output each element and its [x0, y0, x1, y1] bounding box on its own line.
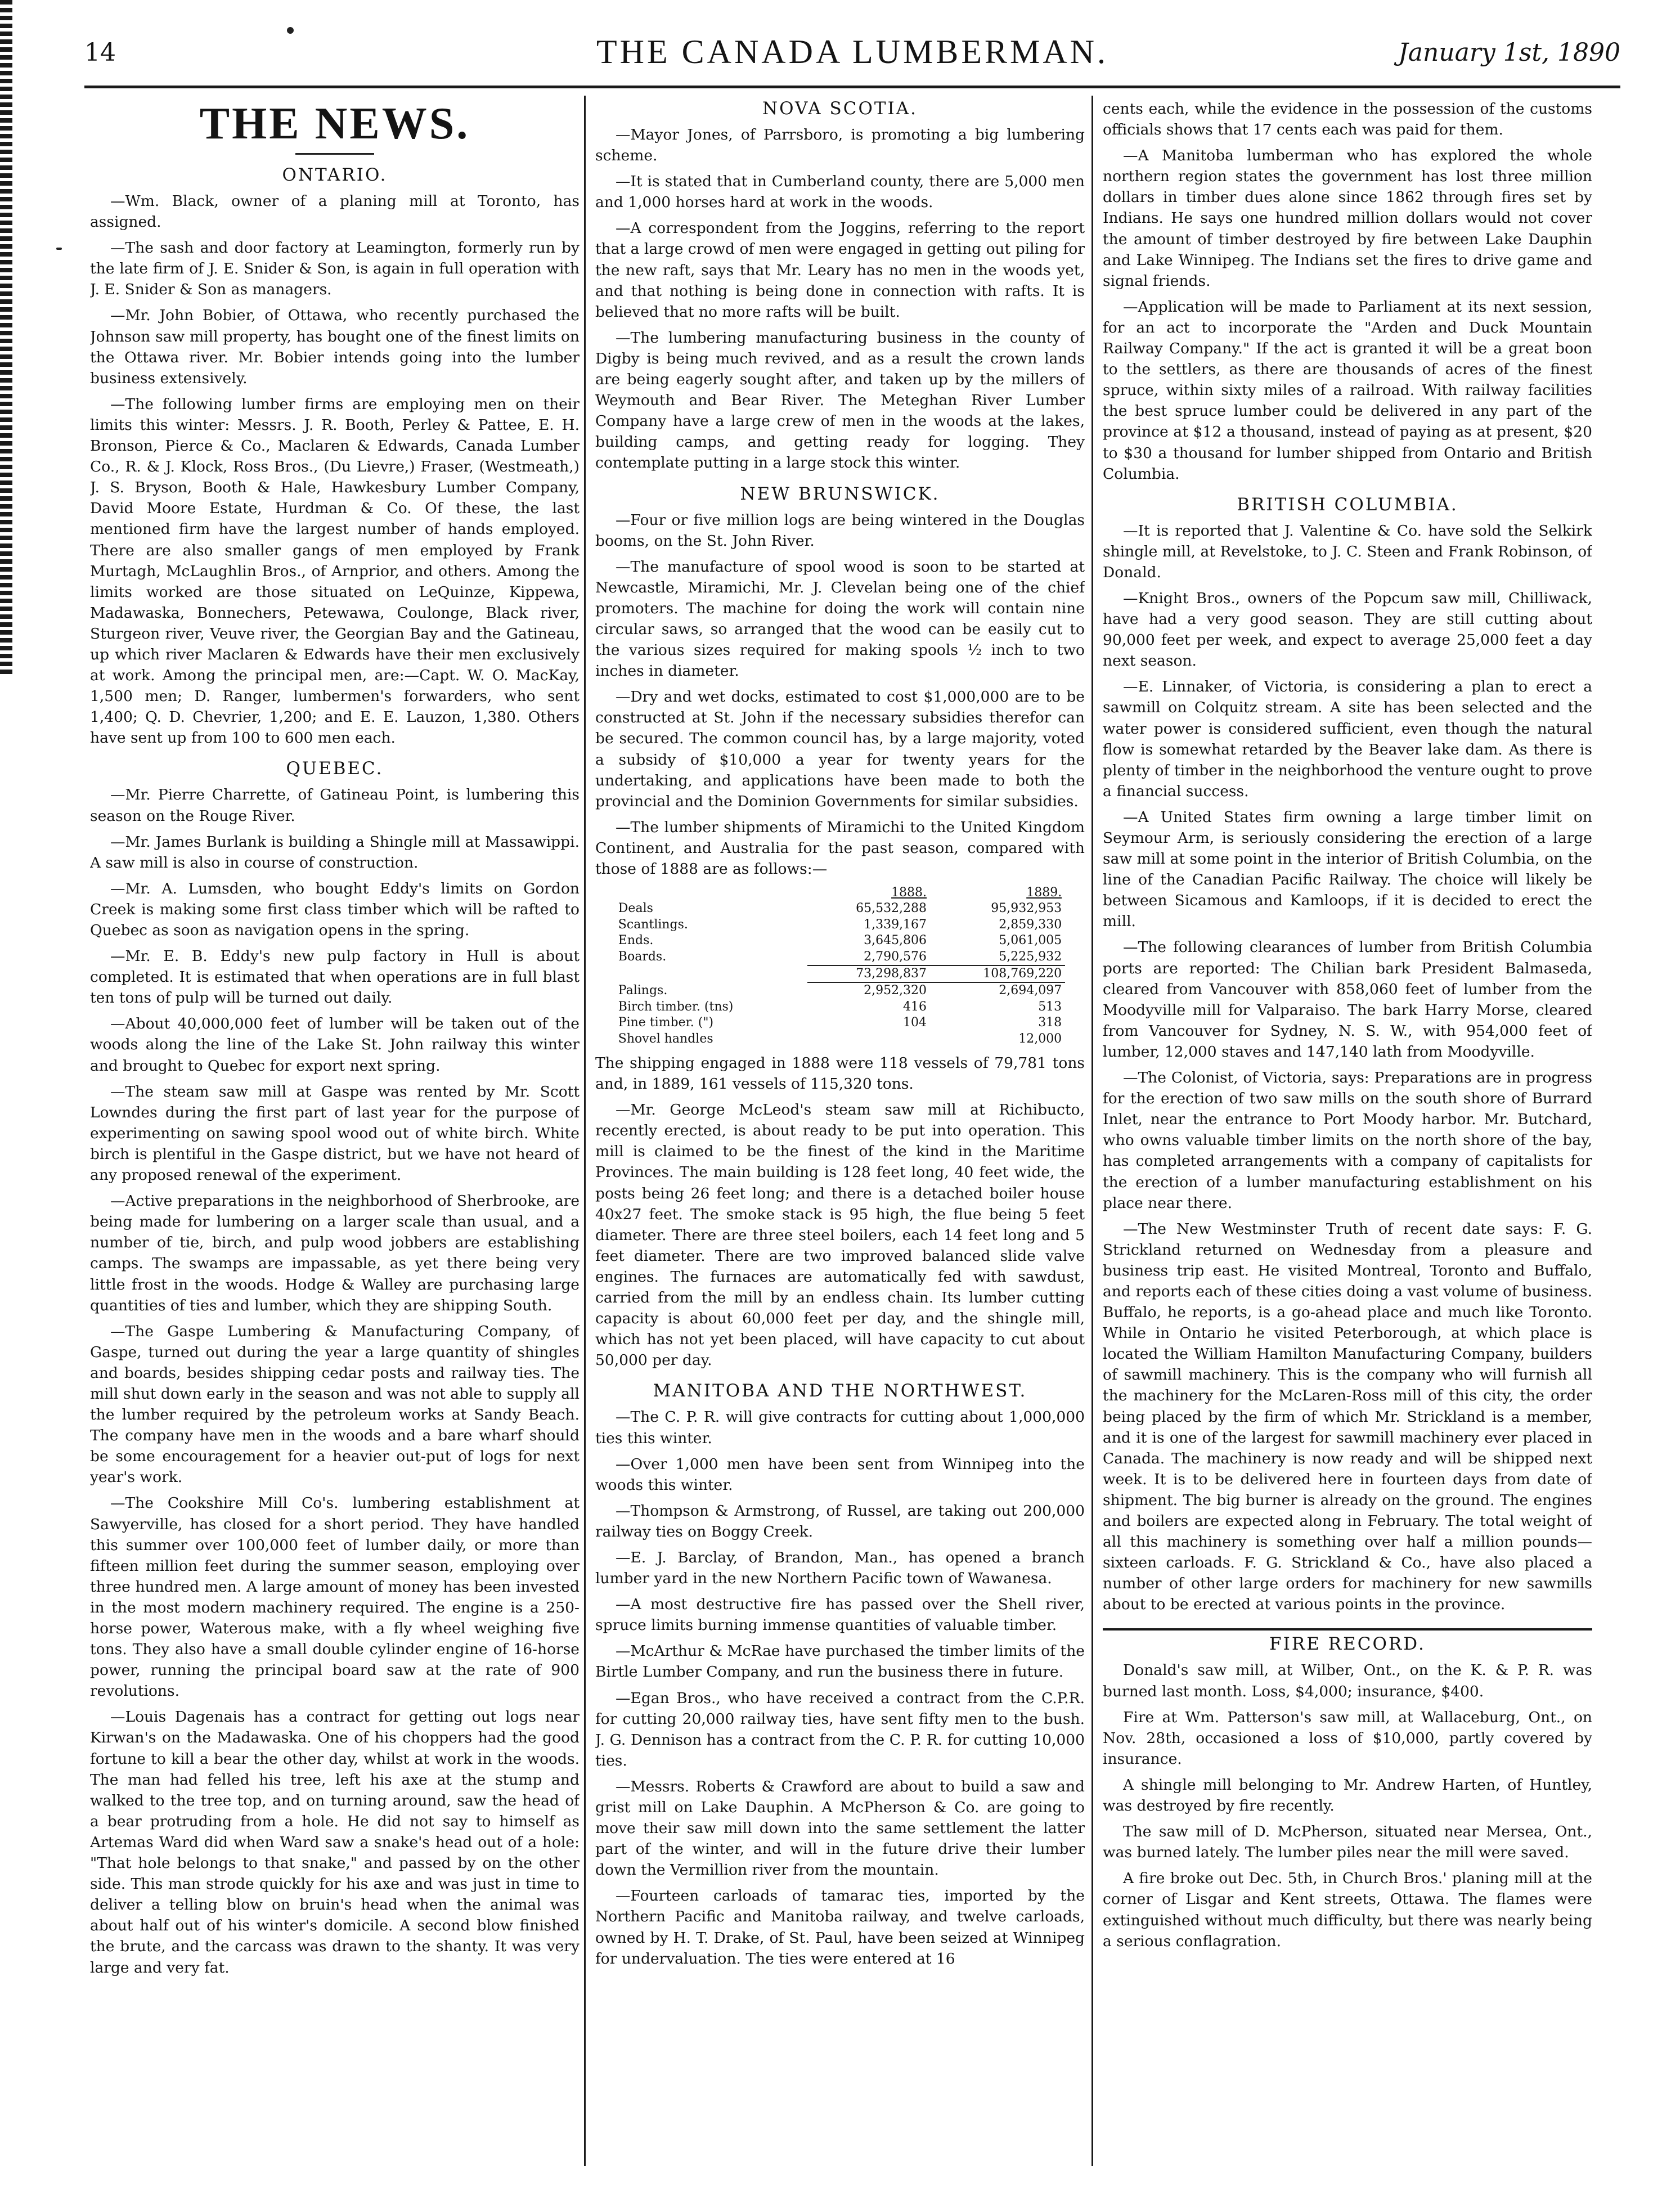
- section-heading: BRITISH COLUMBIA.: [1237, 494, 1458, 515]
- news-item: —A most destructive fire has passed over the Shell river, spruce limits burning immense quantities of valuable timber.: [595, 1596, 1085, 1634]
- news-item: cents each, while the evidence in the possession of the customs officials shows that 17 cents each was paid for them.: [1103, 100, 1592, 139]
- news-item: —Messrs. Roberts & Crawford are about to build a saw and grist mill on Lake Dauphin. A McPherson & Co. are going to move their saw mill down into the same settlement the latter part of the winter, and will in the future drive their lumber down the Vermillion river from the mountain.: [595, 1777, 1085, 1879]
- news-item: —Dry and wet docks, estimated to cost $1,000,000 are to be constructed at St. John if the necessary subsidies therefor can be secured. The common council has, by a large majority, voted a subsidy of $10,000 a year for twenty years for the undertaking, and applications have been made to both the provincial and the Dominion Governments for similar subsidies.: [595, 688, 1085, 810]
- column-divider: [584, 96, 586, 2166]
- table-row: [615, 982, 1065, 999]
- news-item: —The manufacture of spool wood is soon to be started at Newcastle, Miramichi, Mr. J. Clevelan being one of the chief promoters. The machine for doing the work will contain nine circular saws, so arranged that the wood can be easily cut to the various sizes required for making spools ½ inch to two inches in diameter.: [595, 558, 1085, 680]
- news-item: —Egan Bros., who have received a contract from the C.P.R. for cutting 20,000 railway ties, have sent fifty men to the bush. J. G. Dennison has a contract from the C. P. R. for cutting 10,000 ties.: [595, 1689, 1085, 1769]
- news-item: —Wm. Black, owner of a planing mill at Toronto, has assigned.: [90, 192, 580, 231]
- row-label: Scantlings.: [618, 917, 688, 932]
- column-1: [90, 98, 580, 2158]
- news-item: —The New Westminster Truth of recent date says: F. G. Strickland returned on Wednesday from a pleasure and business trip east. He visited Montreal, Toronto and Buffalo, and reports each of these cities doing a vast volume of business. Buffalo, he reports, is a go-ahead place and much like Toronto. While in Ontario he visited Peterborough, at which place is located the William Hamilton Manufacturing Company, builders of sawmill machinery. This is the company who will furnish all the machinery for the McLaren-Ross mill of this city, the order being placed by the firm of which Mr. Strickland is a member, and it is one of the largest for sawmill machinery ever placed in Canada. The machinery is now ready and will be shipped next week. It is to be delivered here in fourteen days from date of shipment. The big burner is already on the ground. The engines and boilers are expected along in February. The total weight of all this machinery is something over half a million pounds—sixteen carloads. F. G. Strickland & Co., have also placed a number of other large orders for machinery for new sawmills about to be erected at various points in the province.: [1103, 1220, 1592, 1614]
- news-section-title: THE NEWS.: [199, 99, 470, 149]
- news-item: The shipping engaged in 1888 were 118 vessels of 79,781 tons and, in 1889, 161 vessels of 115,320 tons.: [595, 1054, 1085, 1093]
- news-item: —The Colonist, of Victoria, says: Preparations are in progress for the erection of two saw mills on the south shore of Burrard Inlet, near the entrance to Port Moody harbor. Mr. Butchard, who owns valuable timber limits on the north shore of the bay, has completed arrangements with a company of capitalists for the erection of a lumber manufacturing establishment on his place near there.: [1103, 1069, 1592, 1212]
- cell-1889: 5,225,932: [999, 949, 1062, 964]
- news-item: —The Gaspe Lumbering & Manufacturing Company, of Gaspe, turned out during the year a large quantity of shingles and boards, besides shipping cedar posts and railway ties. The mill shut down early in the season and was not able to supply all the lumber required by the petroleum works at Sandy Beach. The company have men in the woods and a bare wharf should be some encouragement for a heavier out-put of logs for next year's work.: [90, 1322, 580, 1486]
- section-nova-scotia: [595, 98, 1085, 474]
- news-item: The saw mill of D. McPherson, situated near Mersea, Ont., was burned lately. The lumber piles near the mill were saved.: [1103, 1823, 1592, 1862]
- cell-1888: 2,952,320: [864, 983, 927, 998]
- news-item: —The steam saw mill at Gaspe was rented by Mr. Scott Lowndes during the first part of last year for the purpose of experimenting on sawing spool wood out of white birch. White birch is plentiful in the Gaspe district, but we have not heard of any proposed renewal of the experiment.: [90, 1082, 580, 1184]
- section-heading: QUEBEC.: [286, 758, 384, 779]
- table-row: [615, 999, 1065, 1015]
- news-item: —A correspondent from the Joggins, referring to the report that a large crowd of men were engaged in getting out piling for the new raft, says that Mr. Leary has no men in the woods yet, and that nothing is being done in connection with rafts. It is believed that no more rafts will be built.: [595, 219, 1085, 321]
- section-new-brunswick: [595, 484, 1085, 1371]
- news-item: —Mr. James Burlank is building a Shingle mill at Massawippi. A saw mill is also in course of construction.: [90, 833, 580, 872]
- section-heading: NOVA SCOTIA.: [762, 98, 918, 119]
- news-item: Fire at Wm. Patterson's saw mill, at Wallaceburg, Ont., on Nov. 28th, occasioned a loss of $10,000, partly covered by insurance.: [1103, 1708, 1592, 1768]
- news-item: —Application will be made to Parliament at its next session, for an act to incorporate the "Arden and Duck Mountain Railway Company." If the act is granted it will be a great boon to the settlers, as there are thousands of acres of the finest spruce, within sixty miles of a railroad. With railway facilities the best spruce lumber could be delivered in any part of the province at $12 a thousand, instead of paying as at present, $20 to $30 a thousand for lumber shipped from Ontario and British Columbia.: [1103, 298, 1592, 483]
- binding-edge: [0, 0, 12, 675]
- cell-1889: 95,932,953: [991, 901, 1062, 916]
- news-item: —The sash and door factory at Leamington, formerly run by the late firm of J. E. Snider & Son, is again in full operation with J. E. Snider & Son as managers.: [90, 239, 580, 299]
- row-label: Deals: [618, 901, 653, 916]
- news-item: —Fourteen carloads of tamarac ties, imported by the Northern Pacific and Manitoba railway, and twelve carloads, owned by H. T. Drake, of St. Paul, have been seized at Winnipeg for undervaluation. The ties were entered at 16: [595, 1887, 1085, 1968]
- publication-title: THE CANADA LUMBERMAN.: [596, 33, 1109, 70]
- table-row: [615, 933, 1065, 949]
- news-item: —It is stated that in Cumberland county, there are 5,000 men and 1,000 horses hard at work in the woods.: [595, 173, 1085, 212]
- news-item: A shingle mill belonging to Mr. Andrew Harten, of Huntley, was destroyed by fire recently.: [1103, 1776, 1592, 1815]
- cell-1889: 2,694,097: [999, 983, 1062, 998]
- table-header-row: [615, 885, 1065, 901]
- cell-1889: 2,859,330: [999, 917, 1062, 932]
- section-manitoba-continued: [1103, 98, 1592, 484]
- year-1889: 1889.: [1026, 886, 1062, 900]
- column-3: [1103, 98, 1592, 2158]
- table-row: [615, 901, 1065, 917]
- news-item: Donald's saw mill, at Wilber, Ont., on the K. & P. R. was burned last month. Loss, $4,000; insurance, $400.: [1103, 1661, 1592, 1700]
- news-item: —About 40,000,000 feet of lumber will be taken out of the woods along the line of the Lake St. John railway this winter and brought to Quebec for export next spring.: [90, 1015, 580, 1075]
- cell-1889: 5,061,005: [999, 933, 1062, 948]
- section-rule: [1103, 1628, 1592, 1630]
- table-row: [615, 1031, 1065, 1047]
- column-2: [595, 98, 1085, 2158]
- cell-1888: 104: [903, 1016, 927, 1030]
- news-item: —E. J. Barclay, of Brandon, Man., has opened a branch lumber yard in the new Northern Pacific town of Wawanesa.: [595, 1548, 1085, 1588]
- table-row: [615, 949, 1065, 965]
- news-item: —Knight Bros., owners of the Popcum saw mill, Chilliwack, have had a very good season. They are still cutting about 90,000 feet per week, and expect to average 25,000 feet a day next season.: [1103, 589, 1592, 670]
- news-item: —Mr. A. Lumsden, who bought Eddy's limits on Gordon Creek is making some first class timber which will be rafted to Quebec as soon as navigation opens in the spring.: [90, 879, 580, 939]
- news-item: —It is reported that J. Valentine & Co. have sold the Selkirk shingle mill, at Revelstoke, to J. C. Steen and Frank Robinson, of Donald.: [1103, 522, 1592, 581]
- year-1888: 1888.: [891, 886, 927, 900]
- shipments-table: [615, 885, 1065, 1047]
- news-item: —Mr. George McLeod's steam saw mill at Richibucto, recently erected, is about ready to be put into operation. This mill is claimed to be the finest of the kind in the Maritime Provinces. The main building is 128 feet long, 40 feet wide, the posts being 26 feet long; and there is a detached boiler house 40x27 feet. The smoke stack is 95 high, the flue being 5 feet diameter. There are three steel boilers, each 14 feet long and 5 feet diameter. There are two improved balanced slide valve engines. The furnaces are automatically fed with sawdust, carried from the mill by an endless chain. Its lumber cutting capacity is about 60,000 feet per day, and the shingle mill, which has not yet been placed, will have capacity to cut about 50,000 per day.: [595, 1101, 1085, 1369]
- issue-date: January 1st, 1890: [1398, 38, 1620, 67]
- news-item: —Mr. E. B. Eddy's new pulp factory in Hull is about completed. It is estimated that when operations are in full blast ten tons of pulp will be turned out daily.: [90, 947, 580, 1007]
- news-item: —Mr. Pierre Charrette, of Gatineau Point, is lumbering this season on the Rouge River.: [90, 786, 580, 825]
- news-item: —The C. P. R. will give contracts for cutting about 1,000,000 ties this winter.: [595, 1408, 1085, 1447]
- news-item: —Over 1,000 men have been sent from Winnipeg into the woods this winter.: [595, 1455, 1085, 1494]
- news-item: —A United States firm owning a large timber limit on Seymour Arm, is seriously considering the erection of a large saw mill at some point in the interior of British Columbia, on the line of the Canadian Pacific Railway. The choice will likely be between Sicamous and Kamloops, if it is decided to erect the mill.: [1103, 808, 1592, 931]
- section-heading: ONTARIO.: [282, 165, 388, 185]
- row-label: Palings.: [618, 983, 668, 998]
- news-item: —The lumbering manufacturing business in the county of Digby is being much revived, and as a result the crown lands are being eagerly sought after, and taken up by the millers of Weymouth and Bear River. The Meteghan River Lumber Company have a large crew of men in the woods at the lakes, building camps, and getting ready for logging. They contemplate putting in a large stock this winter.: [595, 329, 1085, 472]
- section-heading: FIRE RECORD.: [1269, 1634, 1426, 1655]
- row-label: Shovel handles: [618, 1031, 713, 1046]
- news-item: —A Manitoba lumberman who has explored the whole northern region states the government has lost three million dollars in timber dues alone since 1862 through fires set by Indians. He says one hundred million dollars would not cover the amount of timber destroyed by fire between Lake Dauphin and Lake Winnipeg. The Indians set the fires to drive game and signal friends.: [1103, 147, 1592, 290]
- news-item: —The Cookshire Mill Co's. lumbering establishment at Sawyerville, has closed for a short period. They have handled this summer over 100,000 feet of lumber daily, or more than fifteen million feet during the summer season, employing over three hundred men. A large amount of money has been invested in the most modern machinery required. The engine is a 250-horse power, Waterous make, with a fly wheel weighing five tons. They also have a small double cylinder engine of 16-horse power, running the principal board saw at the rate of 900 revolutions.: [90, 1494, 580, 1700]
- row-label: Birch timber. (tns): [618, 999, 734, 1014]
- cell-1888: 1,339,167: [864, 917, 927, 932]
- news-item: —The lumber shipments of Miramichi to the United Kingdom Continent, and Australia for the past season, compared with those of 1888 are as follows:—: [595, 818, 1085, 878]
- section-heading: NEW BRUNSWICK.: [740, 483, 940, 504]
- news-item: —E. Linnaker, of Victoria, is considering a plan to erect a sawmill on Colquitz stream. A site has been selected and the water power is considered sufficient, even though the natural flow is somewhat retarded by the Beaver lake dam. As there is plenty of timber in the neighborhood the venture ought to prove a financial success.: [1103, 678, 1592, 800]
- news-item: —Mr. John Bobier, of Ottawa, who recently purchased the Johnson saw mill property, has bought one of the finest limits on the Ottawa river. Mr. Bobier intends going into the lumber business extensively.: [90, 307, 580, 387]
- row-label: Boards.: [618, 950, 667, 964]
- column-divider: [1091, 96, 1093, 2166]
- title-rule: [295, 153, 374, 155]
- totals-row: [615, 965, 1065, 982]
- page-number: 14: [84, 38, 116, 67]
- news-item: —McArthur & McRae have purchased the timber limits of the Birtle Lumber Company, and run the business there in future.: [595, 1642, 1085, 1681]
- section-british-columbia: [1103, 495, 1592, 1615]
- table-row: [615, 1015, 1065, 1031]
- masthead-rule: [84, 86, 1620, 88]
- section-fire-record: [1103, 1634, 1592, 1951]
- news-item: —Thompson & Armstrong, of Russel, are taking out 200,000 railway ties on Boggy Creek.: [595, 1502, 1085, 1540]
- news-item: —Mayor Jones, of Parrsboro, is promoting a big lumbering scheme.: [595, 126, 1085, 165]
- print-speck: [56, 248, 62, 250]
- total-1888: 73,298,837: [807, 965, 930, 982]
- section-ontario: [90, 165, 580, 748]
- table-row: [615, 917, 1065, 933]
- section-manitoba: [595, 1381, 1085, 1969]
- cell-1888: 65,532,288: [856, 901, 927, 916]
- cell-1888: 416: [903, 999, 927, 1014]
- cell-1889: 513: [1038, 999, 1062, 1014]
- row-label: Pine timber. ("): [618, 1016, 714, 1030]
- news-item: —The following lumber firms are employing men on their limits this winter: Messrs. J. R. Booth, Perley & Pattee, E. H. Bronson, Pierce & Co., Maclaren & Edwards, Canada Lumber Co., R. & J. Klock, Ross Bros., (Du Lievre,) Fraser, (Westmeath,) J. S. Bryson, Booth & Hale, Hawkesbury Lumber Company, David Moore Estate, Hurdman & Co. Of these, the last mentioned firm have the largest number of hands employed. There are also smaller gangs of men employed by Frank Murtagh, McLaughlin Bros., of Arnprior, and others. Among the limits worked are those situated on LeQuinze, Kippewa, Madawaska, Bonnechers, Petewawa, Coulonge, Black river, Sturgeon river, Veuve river, the Georgian Bay and the Gatineau, up which river Maclaren & Edwards have their men exclusively at work. Among the principal men, are:—Capt. W. O. MacKay, 1,500 men; D. Ranger, lumbermen's forwarders, who sent 1,400; Q. D. Chevrier, 1,200; and E. E. Lauzon, 1,380. Others have sent up from 100 to 600 men each.: [90, 395, 580, 747]
- row-label: Ends.: [618, 933, 654, 948]
- news-item: —The following clearances of lumber from British Columbia ports are reported: The Chilian bark President Balmaseda, cleared from Vancouver with 858,060 feet of lumber from the Moodyville mill for Valparaiso. The bark Harry Morse, cleared from Vancouver for Sydney, N. S. W., with 954,000 feet of lumber, 12,000 staves and 147,140 lath from Moodyville.: [1103, 938, 1592, 1061]
- news-item: A fire broke out Dec. 5th, in Church Bros.' planing mill at the corner of Lisgar and Kent streets, Ottawa. The flames were extinguished without much difficulty, but there was nearly being a serious conflagration.: [1103, 1870, 1592, 1950]
- section-quebec: [90, 758, 580, 1978]
- section-heading: MANITOBA AND THE NORTHWEST.: [653, 1381, 1027, 1402]
- cell-1889: 318: [1038, 1016, 1062, 1030]
- news-item: —Four or five million logs are being wintered in the Douglas booms, on the St. John River.: [595, 511, 1085, 550]
- masthead: [84, 33, 1620, 73]
- cell-1888: [807, 1031, 930, 1047]
- news-item: —Louis Dagenais has a contract for getting out logs near Kirwan's on the Madawaska. One of his choppers had the good fortune to kill a bear the other day, whilst at work in the woods. The man had felled his tree, left his axe at the stump and walked to the tree top, and on turning around, saw the head of a bear protruding from a hole. He did not say to himself as Artemas Ward did when Ward saw a snake's head out of a hole: "That hole belongs to that snake," and passed by on the other side. This man strode quickly for his axe and was just in time to deliver a telling blow on bruin's head when the animal was about half out of his winter's domicile. A second blow finished the brute, and the carcass was drawn to the shanty. It was very large and very fat.: [90, 1708, 580, 1977]
- cell-1888: 2,790,576: [864, 949, 927, 964]
- total-1889: 108,769,220: [930, 965, 1065, 982]
- cell-1889: 12,000: [1018, 1031, 1062, 1046]
- news-item: —Active preparations in the neighborhood of Sherbrooke, are being made for lumbering on a larger scale than usual, and a number of tie, birch, and pulp wood jobbers are establishing camps. The swamps are impassable, as yet there being very little frost in the woods. Hodge & Walley are purchasing large quantities of ties and lumber, which they are shipping South.: [90, 1192, 580, 1314]
- cell-1888: 3,645,806: [864, 933, 927, 948]
